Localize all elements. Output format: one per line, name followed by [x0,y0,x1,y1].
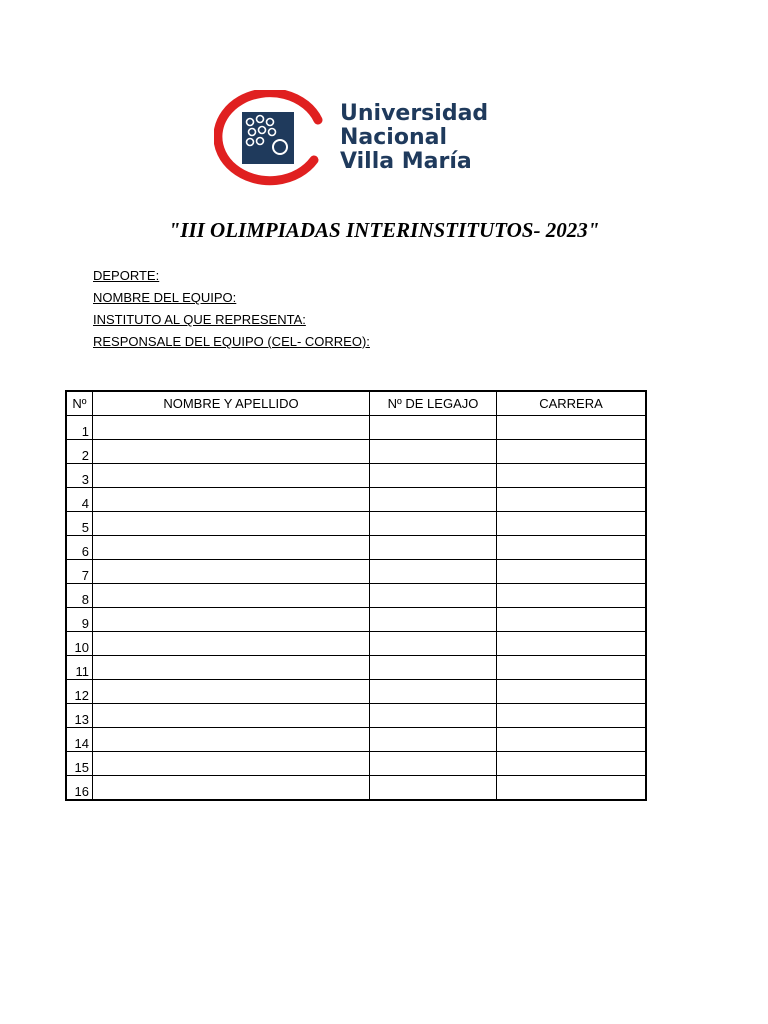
cell-carrera[interactable] [497,416,647,440]
table-row [66,752,646,776]
cell-carrera[interactable] [497,728,647,752]
cell-legajo[interactable] [370,488,497,512]
cell-nombre[interactable] [93,608,370,632]
cell-legajo[interactable] [370,512,497,536]
logo-emblem-icon [214,90,326,186]
row-number: 13 [66,704,93,728]
field-nombre-equipo: NOMBRE DEL EQUIPO: [93,290,237,305]
row-number: 14 [66,728,93,752]
field-responsable: RESPONSALE DEL EQUIPO (CEL- CORREO): [93,334,370,349]
logo-line-1: Universidad [340,101,489,126]
cell-carrera[interactable] [497,776,647,801]
cell-nombre[interactable] [93,584,370,608]
row-number: 15 [66,752,93,776]
cell-nombre[interactable] [93,776,370,801]
cell-legajo[interactable] [370,656,497,680]
cell-nombre[interactable] [93,680,370,704]
row-number: 9 [66,608,93,632]
cell-nombre[interactable] [93,488,370,512]
table-row [66,440,646,464]
table-row [66,776,646,801]
table-row [66,416,646,440]
row-number: 7 [66,560,93,584]
university-logo [214,90,494,186]
cell-legajo[interactable] [370,776,497,801]
row-number: 10 [66,632,93,656]
cell-carrera[interactable] [497,752,647,776]
field-deporte: DEPORTE: [93,268,160,283]
cell-carrera[interactable] [497,632,647,656]
logo-line-3: Villa María [340,149,472,174]
row-number: 16 [66,776,93,801]
table-row [66,512,646,536]
form-fields [93,265,370,353]
cell-carrera[interactable] [497,680,647,704]
cell-nombre[interactable] [93,416,370,440]
cell-nombre[interactable] [93,440,370,464]
cell-carrera[interactable] [497,440,647,464]
cell-legajo[interactable] [370,752,497,776]
cell-nombre[interactable] [93,536,370,560]
cell-carrera[interactable] [497,536,647,560]
row-number: 1 [66,416,93,440]
row-number: 4 [66,488,93,512]
document-title: "III OLIMPIADAS INTERINSTITUTOS- 2023" [168,218,600,242]
table-row [66,584,646,608]
cell-carrera[interactable] [497,512,647,536]
cell-nombre[interactable] [93,728,370,752]
table-header-row [66,391,646,416]
table-row [66,608,646,632]
row-number: 11 [66,656,93,680]
logo-wordmark [340,102,488,174]
table-row [66,632,646,656]
cell-nombre[interactable] [93,656,370,680]
table-row [66,728,646,752]
cell-legajo[interactable] [370,584,497,608]
field-instituto: INSTITUTO AL QUE REPRESENTA: [93,312,306,327]
cell-carrera[interactable] [497,704,647,728]
header-carrera: CARRERA [497,391,647,416]
table-row [66,656,646,680]
cell-legajo[interactable] [370,536,497,560]
header-legajo: Nº DE LEGAJO [370,391,497,416]
row-number: 6 [66,536,93,560]
cell-nombre[interactable] [93,632,370,656]
table-row [66,680,646,704]
row-number: 12 [66,680,93,704]
row-number: 2 [66,440,93,464]
cell-legajo[interactable] [370,440,497,464]
table-row [66,560,646,584]
table-row [66,704,646,728]
cell-nombre[interactable] [93,704,370,728]
cell-legajo[interactable] [370,464,497,488]
cell-legajo[interactable] [370,608,497,632]
cell-carrera[interactable] [497,488,647,512]
row-number: 8 [66,584,93,608]
cell-nombre[interactable] [93,512,370,536]
cell-legajo[interactable] [370,416,497,440]
cell-carrera[interactable] [497,464,647,488]
cell-legajo[interactable] [370,704,497,728]
logo-line-2: Nacional [340,125,448,150]
table-row [66,464,646,488]
cell-carrera[interactable] [497,656,647,680]
cell-legajo[interactable] [370,680,497,704]
cell-nombre[interactable] [93,752,370,776]
table-row [66,488,646,512]
cell-legajo[interactable] [370,632,497,656]
cell-nombre[interactable] [93,560,370,584]
cell-carrera[interactable] [497,608,647,632]
row-number: 3 [66,464,93,488]
cell-legajo[interactable] [370,560,497,584]
roster-table [65,390,647,801]
row-number: 5 [66,512,93,536]
cell-carrera[interactable] [497,560,647,584]
cell-carrera[interactable] [497,584,647,608]
header-numero: Nº [66,391,93,416]
cell-nombre[interactable] [93,464,370,488]
cell-legajo[interactable] [370,728,497,752]
header-nombre: NOMBRE Y APELLIDO [93,391,370,416]
table-row [66,536,646,560]
